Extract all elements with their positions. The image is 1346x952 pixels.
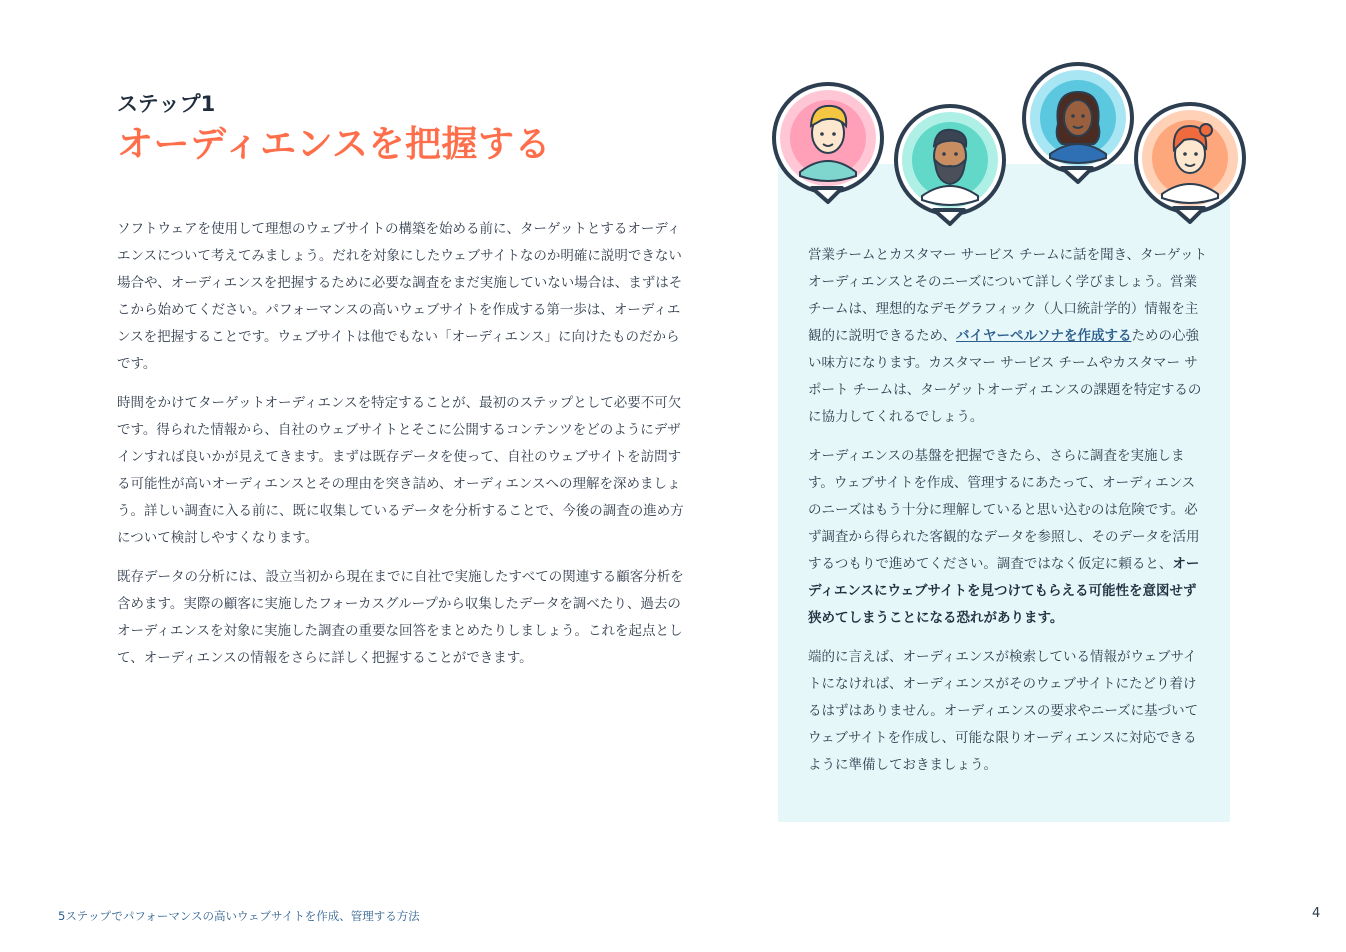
right-paragraph-2-emphasis: オーディエンスにウェブサイトを見つけてもらえる可能性を意図せず狭めてしまうことになる恐れがあります。 — [808, 556, 1200, 626]
right-paragraph-1 — [808, 242, 1208, 431]
right-paragraph-1-end: ための心強い味方になります。カスタマー サービス チームやカスタマー サポート チームは、ターゲットオーディエンスの課題を特定するのに協力してくれるでしょう。 — [808, 328, 1202, 425]
left-paragraph-1: ソフトウェアを使用して理想のウェブサイトの構築を始める前に、ターゲットとするオーディエンスについて考えてみましょう。だれを対象にしたウェブサイトなのか明確に説明できない場合や、オーディエンスを把握するために必要な調査をまだ実施していない場合は、まずはそこから始めてください。パフォーマンスの高いウェブサイトを作成する第一歩は、オーディエンスを把握することです。ウェブサイトは他でもない「オーディエンス」に向けたものだからです。 — [117, 221, 683, 372]
page-number: 4 — [1312, 906, 1321, 921]
step-label: ステップ1 — [117, 92, 216, 116]
page-title: オーディエンスを把握する — [117, 124, 552, 165]
left-paragraph-2: 時間をかけてターゲットオーディエンスを特定することが、最初のステップとして必要不可欠です。得られた情報から、自社のウェブサイトとそこに公開するコンテンツをどのようにデザインすれば良いかが見えてきます。まずは既存データを使って、自社のウェブサイトを訪問する可能性が高いオーディエンスとその理由を突き詰め、オーディエンスへの理解を深めましょう。詳しい調査に入る前に、既に収集しているデータを分析することで、今後の調査の進め方について検討しやすくなります。 — [117, 395, 684, 546]
footer-document-title: 5ステップでパフォーマンスの高いウェブサイトを作成、管理する方法 — [58, 909, 420, 923]
right-paragraph-1-start: 営業チームとカスタマー サービス チームに話を聞き、ターゲットオーディエンスとそのニーズについて詳しく学びましょう。営業チームは、理想的なデモグラフィック（人口統計学的）情報を主観的に説明できるため、 — [808, 247, 1208, 344]
left-column — [117, 216, 687, 684]
buyer-persona-link[interactable]: バイヤーペルソナを作成する — [955, 328, 1132, 344]
right-paragraph-2 — [808, 443, 1208, 632]
right-paragraph-3: 端的に言えば、オーディエンスが検索している情報がウェブサイトになければ、オーディエンスがそのウェブサイトにたどり着けるはずはありません。オーディエンスの要求やニーズに基づいてウェブサイトを作成し、可能な限りオーディエンスに対応できるように準備しておきましょう。 — [808, 649, 1199, 773]
right-paragraph-2-start: オーディエンスの基盤を把握できたら、さらに調査を実施します。ウェブサイトを作成、管理するにあたって、オーディエンスのニーズはもう十分に理解していると思い込むのは危険です。必ず調査から得られた客観的なデータを参照し、そのデータを活用するつもりで進めてください。調査ではなく仮定に頼ると、 — [808, 448, 1200, 572]
left-paragraph-3: 既存データの分析には、設立当初から現在までに自社で実施したすべての関連する顧客分析を含めます。実際の顧客に実施したフォーカスグループから収集したデータを調べたり、過去のオーディエンスを対象に実施した調査の重要な回答をまとめたりしましょう。これを起点として、オーディエンスの情報をさらに詳しく把握することができます。 — [117, 569, 684, 666]
right-column — [808, 242, 1208, 791]
